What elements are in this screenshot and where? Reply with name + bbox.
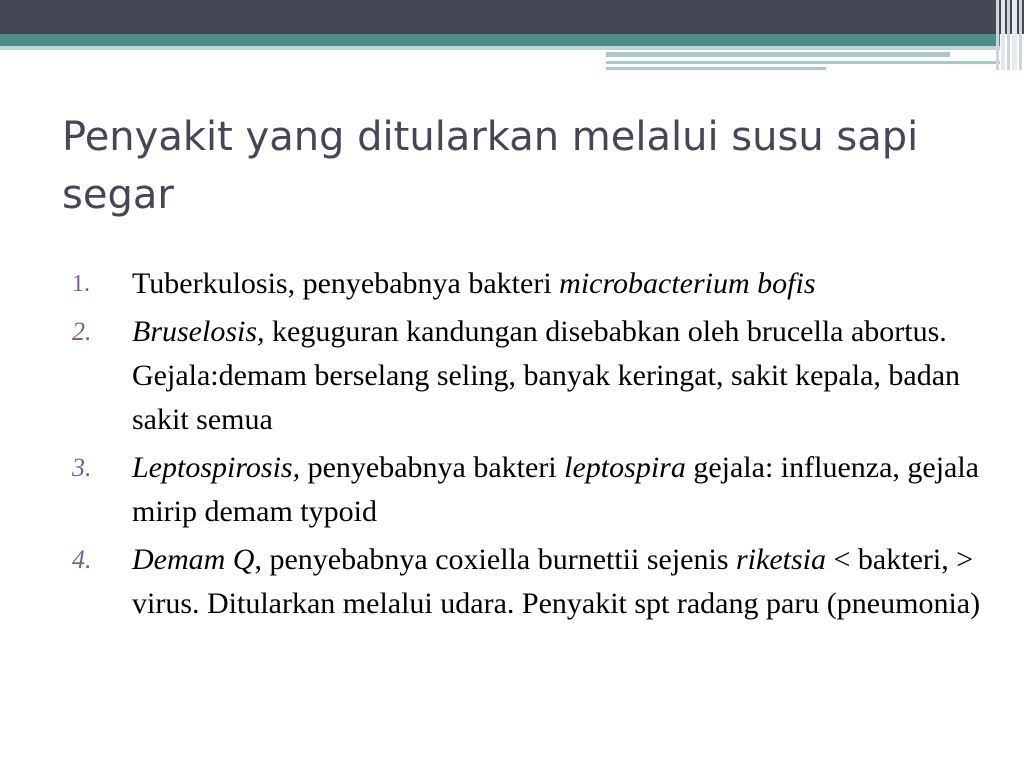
italic-term: Leptospirosis, [132, 451, 301, 484]
slide-title: Penyakit yang ditularkan melalui susu sapi segar [62, 114, 919, 218]
list-item-number: 4. [72, 545, 92, 574]
disease-list [72, 262, 992, 630]
header-decor-line [606, 67, 826, 70]
italic-term: Bruselosis, [132, 315, 265, 348]
text-segment: < bakteri, > virus. Ditularkan melalui udara. Penyakit spt radang paru (pneumonia) [132, 543, 981, 620]
text-segment: , penyebabnya coxiella burnettii sejenis [254, 543, 736, 576]
text-segment: keguguran kandungan disebabkan oleh brucella abortus. Gejala:demam berselang seling, banyak keringat, sakit kepala, badan sakit semua [132, 315, 961, 436]
list-item-number: 3. [72, 453, 92, 482]
list-item-text [132, 538, 992, 626]
list-item [72, 262, 992, 306]
text-segment: gejala: influenza, gejala mirip demam typoid [132, 451, 980, 528]
list-item-text [132, 310, 992, 442]
list-item [72, 310, 992, 442]
header-dark-band [0, 0, 1024, 34]
list-item-number: 2. [72, 317, 92, 346]
list-item-text [132, 446, 992, 534]
list-item-text [132, 262, 992, 306]
italic-term: microbacterium bofis [559, 267, 816, 300]
header-decor-line [606, 52, 950, 57]
italic-term: Demam Q [132, 543, 255, 576]
list-item-number: 1. [72, 271, 90, 297]
header-teal-band [0, 34, 1000, 46]
header-right-stripes [996, 0, 1024, 70]
list-item [72, 446, 992, 534]
header-teal-light-band [0, 46, 1000, 50]
list-item [72, 538, 992, 626]
italic-term: leptospira [564, 451, 686, 484]
text-segment: Tuberkulosis, penyebabnya bakteri [132, 267, 560, 300]
italic-term: riketsia [736, 543, 826, 576]
text-segment: penyebabnya bakteri [300, 451, 565, 484]
header-decor-line [606, 61, 1000, 64]
